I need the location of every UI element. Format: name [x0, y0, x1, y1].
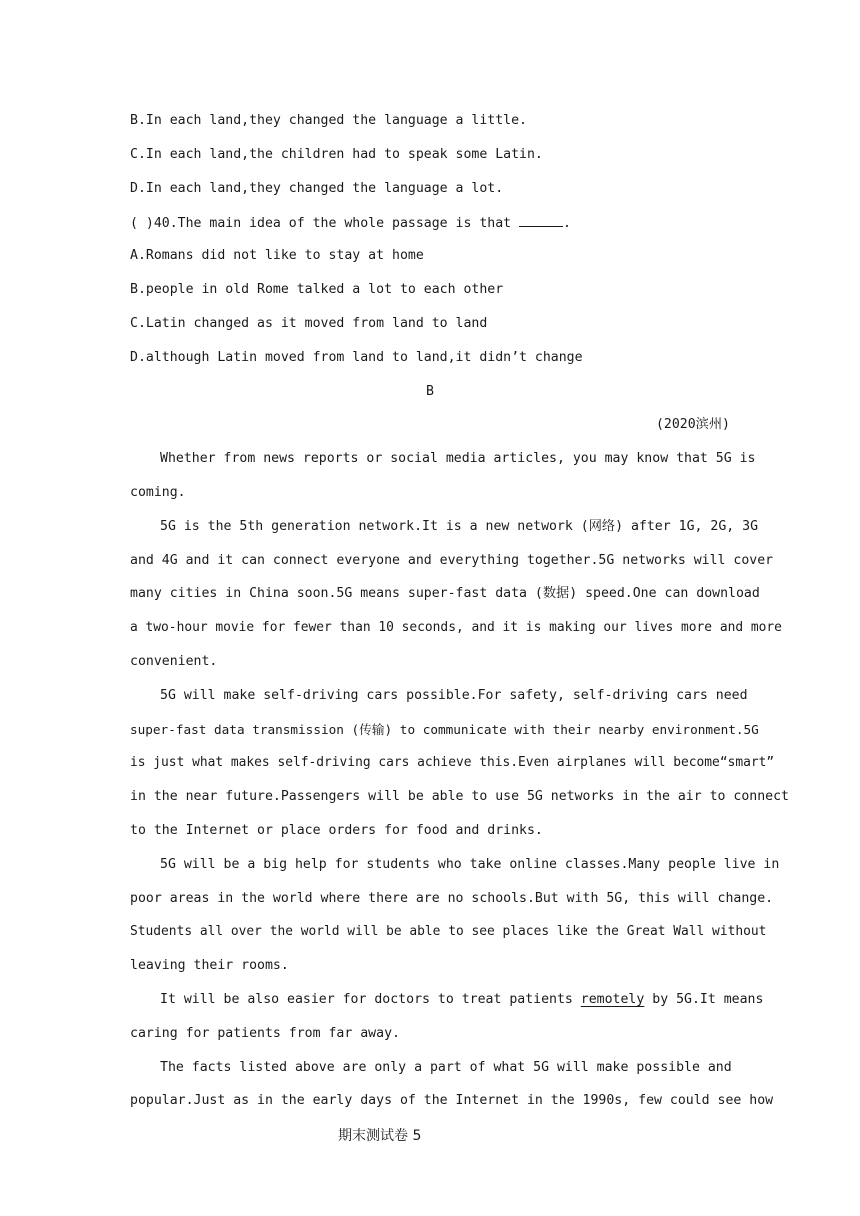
passage-line: to the Internet or place orders for food and drinks. — [130, 823, 543, 838]
underlined-word: remotely — [580, 992, 645, 1007]
passage-line: 5G will make self-driving cars possible.For safety, self-driving cars need — [160, 688, 748, 703]
page-footer: 期末测试卷 5 — [338, 1128, 422, 1144]
passage-line: is just what makes self-driving cars achieve this.Even airplanes will become“smart” — [130, 755, 775, 770]
option-c-top: C.In each land,the children had to speak some Latin. — [130, 147, 543, 162]
passage-line: convenient. — [130, 654, 218, 669]
question-40-option-c: C.Latin changed as it moved from land to land — [130, 316, 488, 331]
source-label: (2020滨州) — [655, 417, 730, 432]
question-40-prefix: ( )40.The main idea of the whole passage is that — [130, 216, 520, 231]
passage-line: a two-hour movie for fewer than 10 seconds, and it is making our lives more and more — [130, 620, 782, 635]
passage-text: by 5G.It means — [644, 992, 764, 1007]
passage-line: poor areas in the world where there are no schools.But with 5G, this will change. — [130, 891, 774, 906]
option-d-top: D.In each land,they changed the language a lot. — [130, 181, 504, 196]
passage-line: super-fast data transmission (传输) to communicate with their nearby environment.5G — [130, 722, 759, 737]
passage-line: 5G will be a big help for students who take online classes.Many people live in — [160, 857, 780, 872]
passage-line: Whether from news reports or social media articles, you may know that 5G is — [160, 451, 756, 466]
option-b-top: B.In each land,they changed the language a little. — [130, 113, 527, 128]
passage-line: popular.Just as in the early days of the Internet in the 1990s, few could see how — [130, 1093, 774, 1108]
question-40-option-a: A.Romans did not like to stay at home — [130, 248, 424, 263]
passage-line: Students all over the world will be able to see places like the Great Wall without — [130, 924, 767, 939]
passage-text: It will be also easier for doctors to treat patients — [160, 992, 581, 1007]
passage-line: and 4G and it can connect everyone and everything together.5G networks will cover — [130, 553, 774, 568]
question-40-suffix: . — [563, 216, 571, 231]
answer-blank — [519, 213, 563, 227]
passage-line: 5G is the 5th generation network.It is a new network (网络) after 1G, 2G, 3G — [160, 519, 759, 534]
passage-line: caring for patients from far away. — [130, 1026, 400, 1041]
question-40-option-d: D.although Latin moved from land to land,it didn’t change — [130, 350, 583, 365]
passage-line — [160, 990, 764, 1010]
question-40-stem — [130, 213, 730, 233]
passage-line: many cities in China soon.5G means super-fast data (数据) speed.One can download — [130, 586, 760, 601]
question-40-option-b: B.people in old Rome talked a lot to each other — [130, 282, 504, 297]
passage-line: coming. — [130, 485, 186, 500]
section-label: B — [426, 384, 434, 399]
passage-line: The facts listed above are only a part of what 5G will make possible and — [160, 1060, 732, 1075]
passage-line: leaving their rooms. — [130, 958, 289, 973]
passage-line: in the near future.Passengers will be able to use 5G networks in the air to connect — [130, 789, 789, 804]
